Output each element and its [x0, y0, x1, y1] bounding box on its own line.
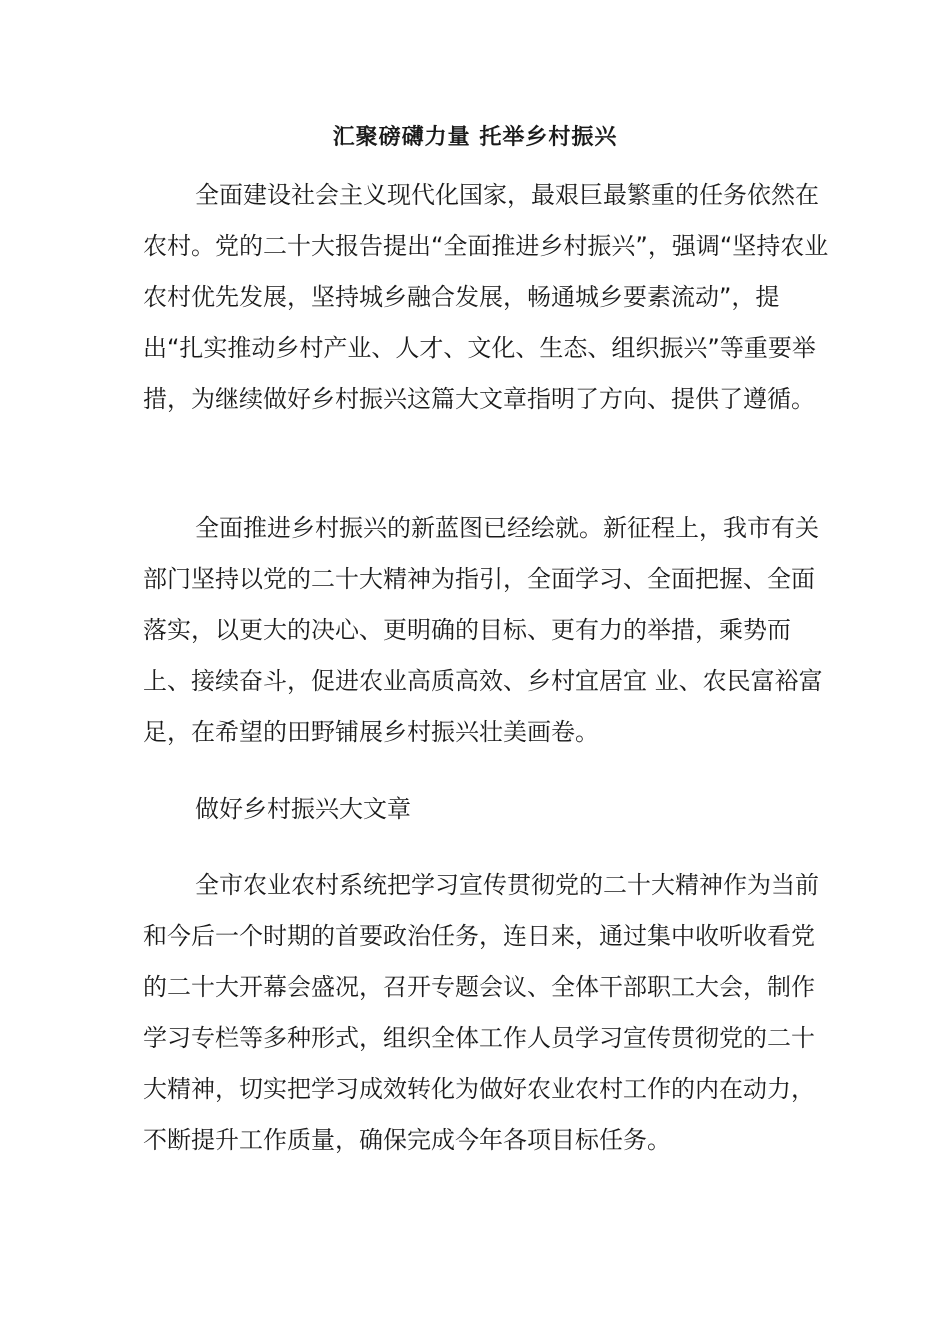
- paragraph-2: 全面推进乡村振兴的新蓝图已经绘就。新征程上，我市有关部门坚持以党的二十大精神为指引，全面学习、全面把握、全面落实，以更大的决心、更明确的目标、更有力的举措，乘势而上、接续奋斗，促进农业高质高效、乡村宜居宜 业、农民富裕富足，在希望的田野铺展乡村振兴壮美画卷。: [143, 514, 823, 746]
- paragraph-3: 全市农业农村系统把学习宣传贯彻党的二十大精神作为当前和今后一个时期的首要政治任务，连日来，通过集中收听收看党的二十大开幕会盛况，召开专题会议、全体干部职工大会，制作学习专栏等多种形式，组织全体工作人员学习宣传贯彻党的二十大精神，切实把学习成效转化为做好农业农村工作的内在动力，不断提升工作质量，确保完成今年各项目标任务。: [143, 871, 819, 1154]
- section-heading: 做好乡村振兴大文章: [195, 795, 411, 823]
- paragraph-1: 全面建设社会主义现代化国家，最艰巨最繁重的任务依然在农村。党的二十大报告提出“全面推进乡村振兴”，强调“坚持农业农村优先发展，坚持城乡融合发展，畅通城乡要素流动”，提出“扎实推动乡村产业、人才、文化、生态、组织振兴”等重要举措，为继续做好乡村振兴这篇大文章指明了方向、提供了遵循。: [143, 181, 829, 413]
- document-title: 汇聚磅礴力量 托举乡村振兴: [332, 125, 618, 150]
